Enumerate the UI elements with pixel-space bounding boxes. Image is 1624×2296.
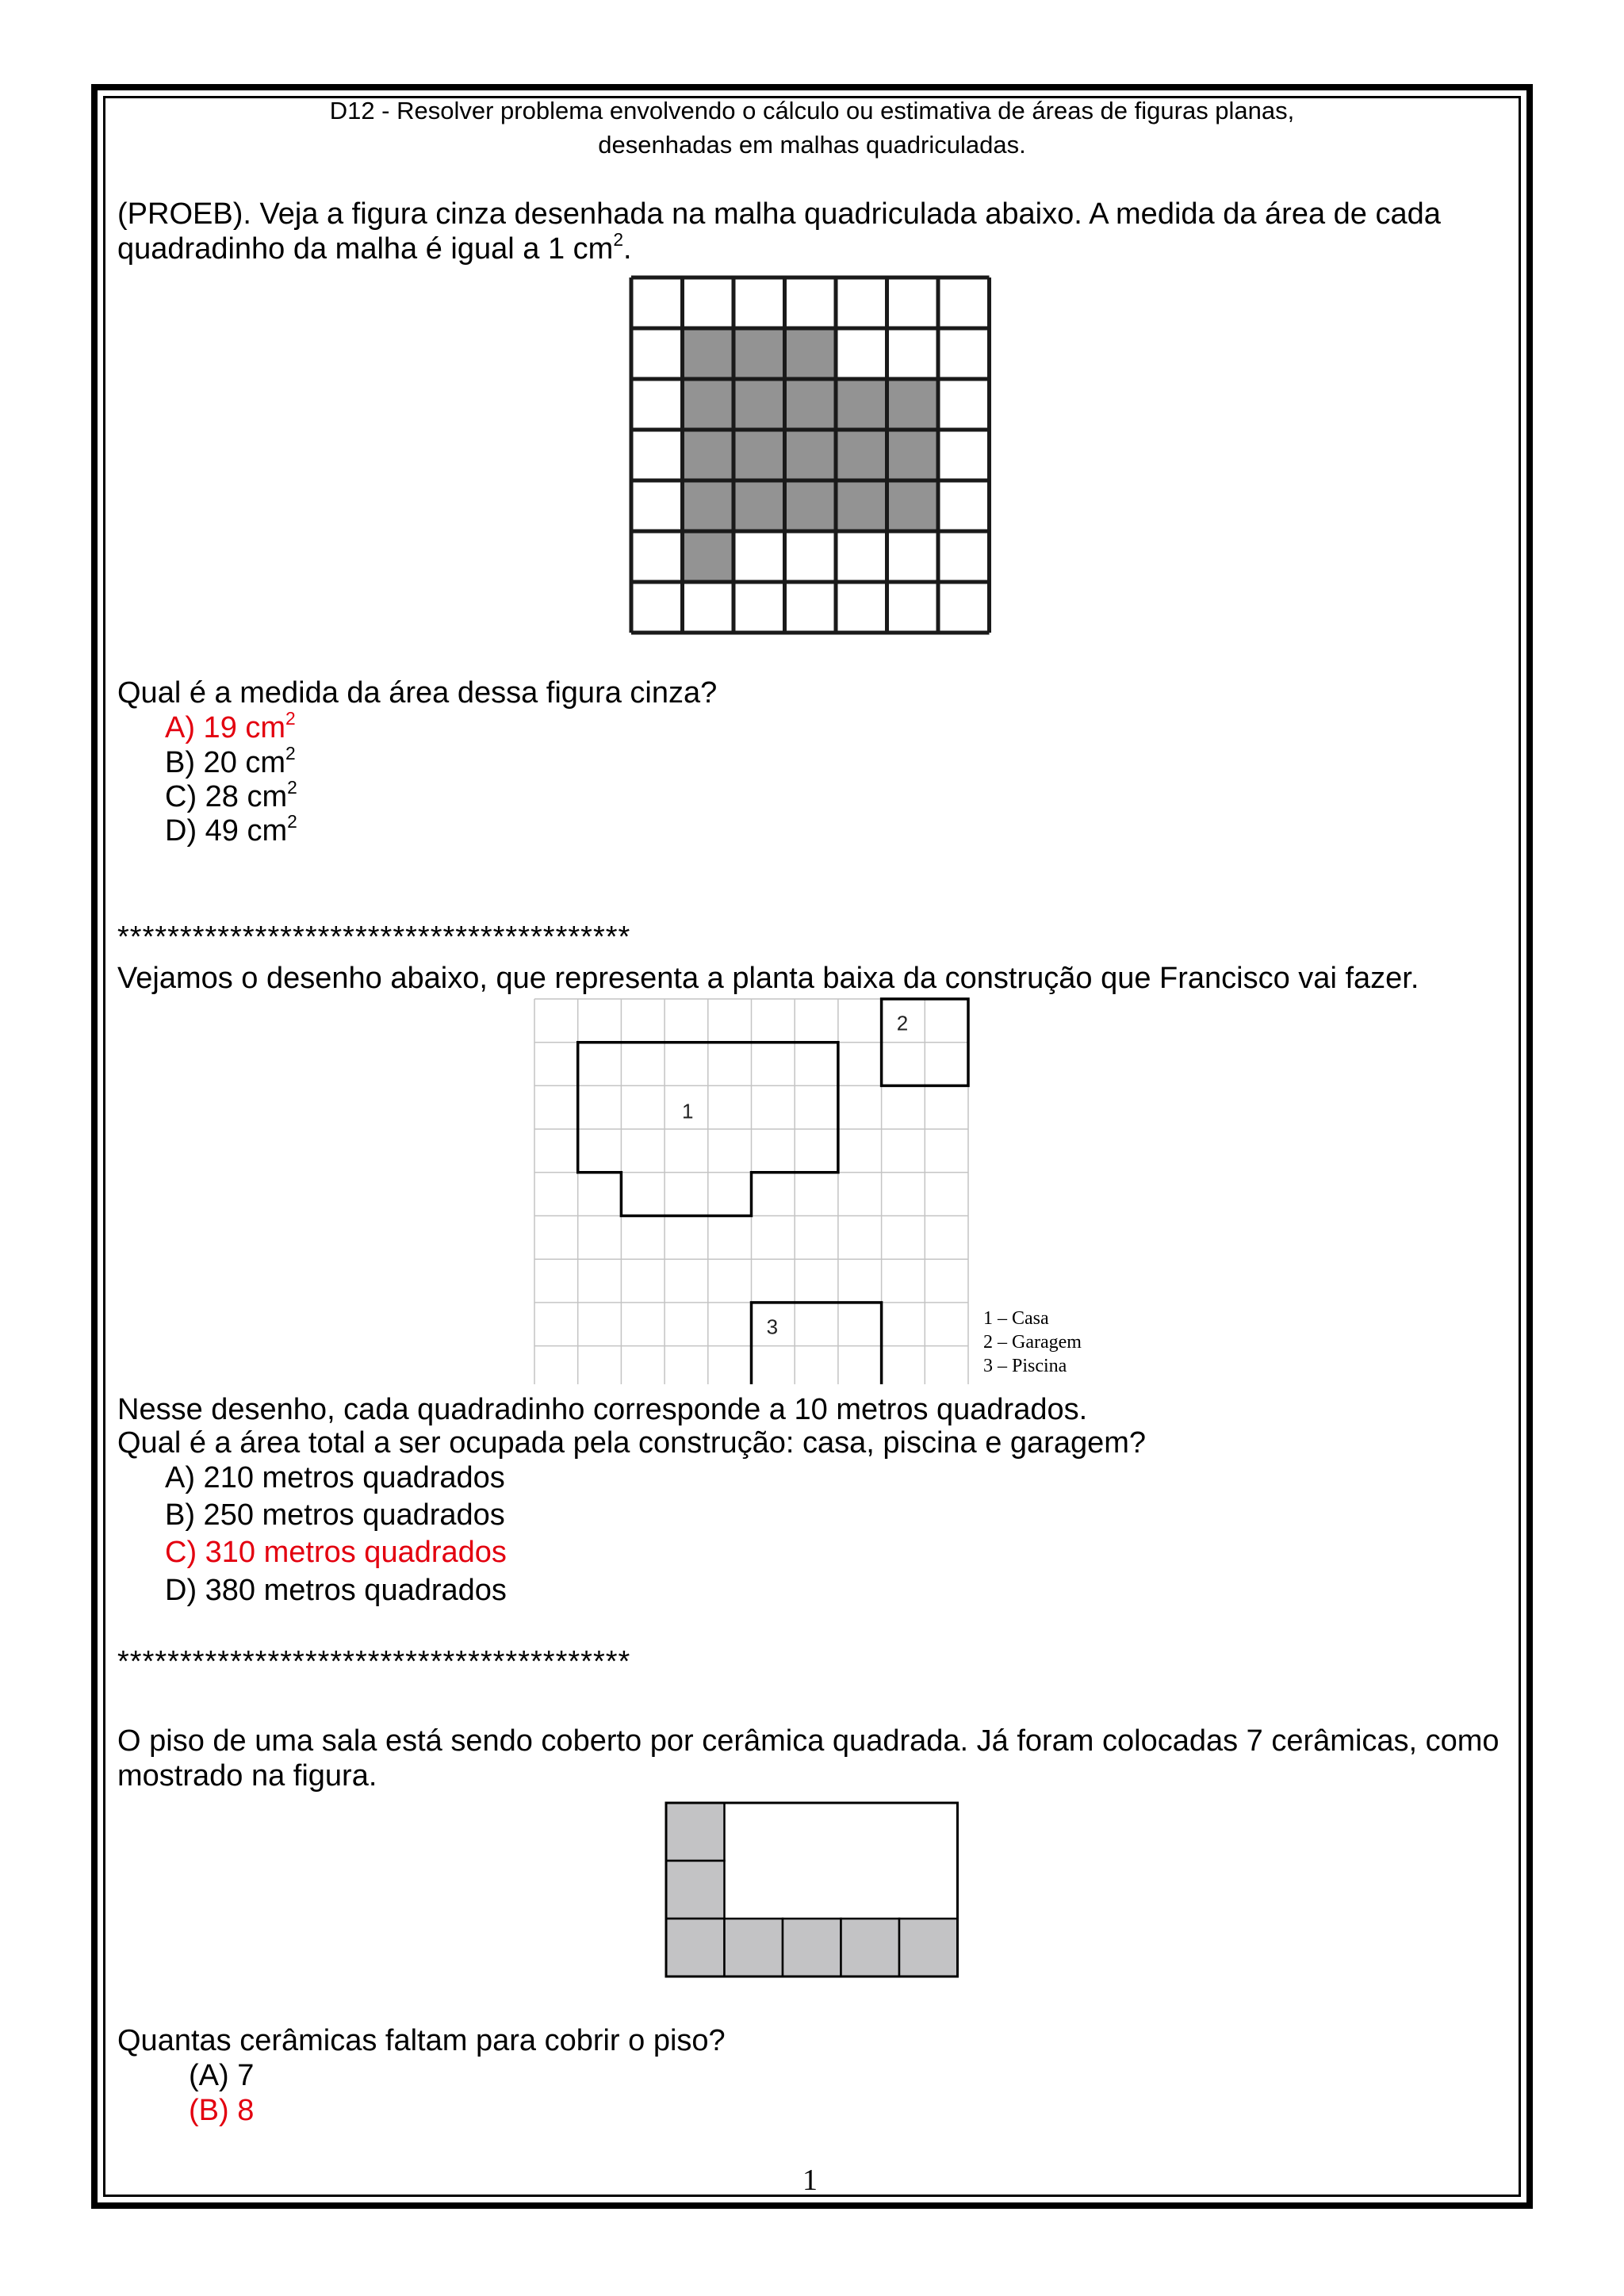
placed-ceramic-tile xyxy=(666,1919,725,1976)
q1-option-d: D) 49 $cm^2$ xyxy=(165,811,297,848)
q2-option-c: C) 310 metros quadrados xyxy=(165,1536,507,1569)
q1-statement-line-1: (PROEB). Veja a figura cinza desenhada na malha quadriculada abaixo. A medida da área de cada xyxy=(117,197,1441,231)
gray-cell xyxy=(785,379,837,430)
gray-cell xyxy=(785,328,837,379)
gray-cell xyxy=(887,480,939,531)
gray-cell xyxy=(785,430,837,480)
placed-ceramic-tile xyxy=(841,1919,900,1976)
q2-statement: Nesse desenho, cada quadradinho corresponde a 10 metros quadrados. xyxy=(117,1393,1088,1426)
garage-label: 2 xyxy=(896,1011,909,1035)
q2-option-d: D) 380 metros quadrados xyxy=(165,1574,507,1607)
q3-statement-line-1: O piso de uma sala está sendo coberto por cerâmica quadrada. Já foram colocadas 7 cerâmicas, como xyxy=(117,1724,1500,1758)
q2-floor-plan xyxy=(531,996,975,1384)
q2-question: Qual é a área total a ser ocupada pela construção: casa, piscina e garagem? xyxy=(117,1426,1147,1460)
q1-option-b: B) 20 $cm^2$ xyxy=(165,743,296,779)
q2-option-b: B) 250 metros quadrados xyxy=(165,1498,505,1532)
q2-legend-house: 1 – Casa xyxy=(983,1308,1049,1329)
house-label: 1 xyxy=(681,1099,694,1123)
gray-cell xyxy=(836,480,887,531)
gray-cell xyxy=(683,379,734,430)
gray-cell xyxy=(683,480,734,531)
gray-cell xyxy=(733,379,785,430)
placed-ceramic-tile xyxy=(666,1803,725,1861)
q3-statement-line-2: mostrado na figura. xyxy=(117,1759,377,1793)
q3-option-a: (A) 7 xyxy=(189,2059,255,2092)
gray-cell xyxy=(733,480,785,531)
gray-cell xyxy=(733,328,785,379)
q3-tiled-floor xyxy=(663,1800,963,1979)
descriptor-line-2: desenhadas em malhas quadriculadas. xyxy=(598,131,1026,159)
separator-1: ***************************************** xyxy=(117,920,631,954)
gray-cell xyxy=(887,379,939,430)
q1-question: Qual é a medida da área dessa figura cinza? xyxy=(117,676,718,710)
gray-cell xyxy=(683,531,734,582)
q1-option-a: A) 19 $cm^2$ xyxy=(165,708,296,744)
placed-ceramic-tile xyxy=(725,1919,783,1976)
q1-option-c: C) 28 $cm^2$ xyxy=(165,777,297,813)
gray-cell xyxy=(683,328,734,379)
q2-intro: Vejamos o desenho abaixo, que representa a planta baixa da construção que Francisco vai fazer. xyxy=(117,962,1419,995)
q2-option-a: A) 210 metros quadrados xyxy=(165,1461,505,1494)
gray-cell xyxy=(887,430,939,480)
q3-question: Quantas cerâmicas faltam para cobrir o piso? xyxy=(117,2024,726,2057)
pool-label: 3 xyxy=(766,1314,779,1339)
q2-legend-pool: 3 – Piscina xyxy=(983,1356,1067,1376)
gray-cell xyxy=(836,430,887,480)
q2-legend-garage: 2 – Garagem xyxy=(983,1332,1082,1353)
gray-cell xyxy=(733,430,785,480)
q1-gray-figure-grid xyxy=(626,273,996,637)
placed-ceramic-tile xyxy=(666,1861,725,1919)
page-number: 1 xyxy=(802,2164,818,2197)
q1-statement-line-2: quadradinho da malha é igual a 1 $cm^2$. xyxy=(117,229,632,266)
descriptor-line-1: D12 - Resolver problema envolvendo o cálculo ou estimativa de áreas de figuras planas, xyxy=(329,97,1295,124)
separator-2: ***************************************** xyxy=(117,1645,631,1678)
placed-ceramic-tile xyxy=(783,1919,841,1976)
gray-cell xyxy=(683,430,734,480)
q3-option-b: (B) 8 xyxy=(189,2094,255,2127)
gray-cell xyxy=(785,480,837,531)
gray-cell xyxy=(836,379,887,430)
placed-ceramic-tile xyxy=(899,1919,958,1976)
